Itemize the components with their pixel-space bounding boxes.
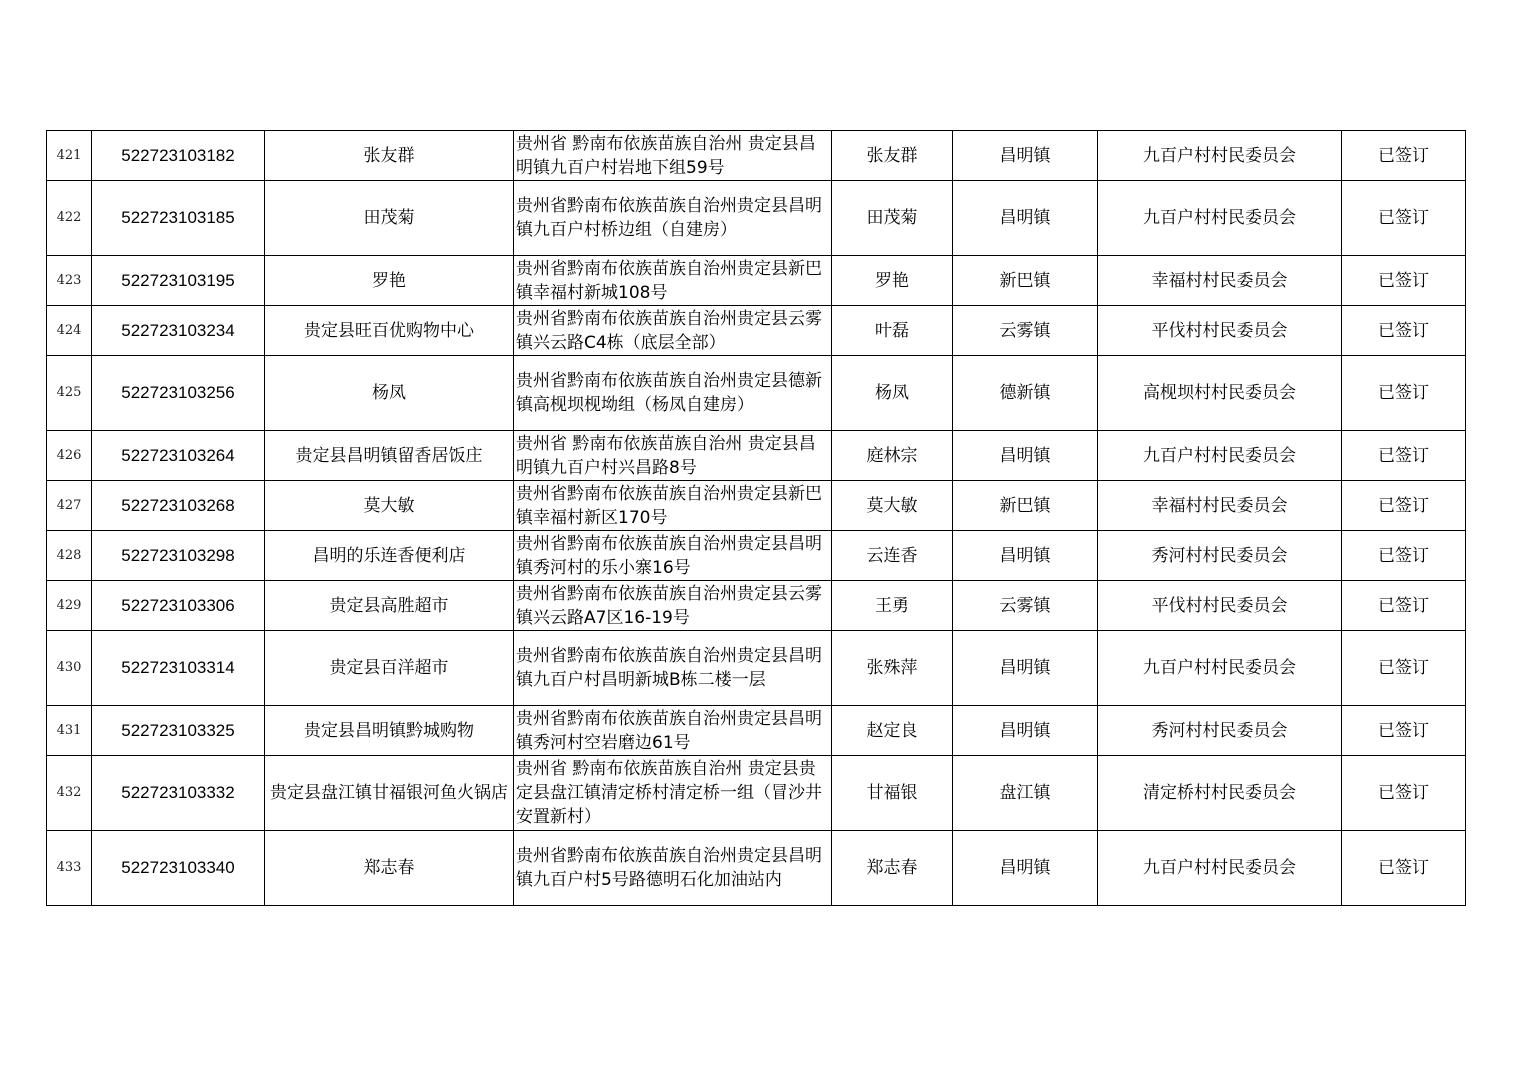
unit-address-cell: 贵州省黔南布依族苗族自治州贵定县昌明镇九百户村昌明新城B栋二楼一层 bbox=[514, 631, 832, 706]
contact-person-cell: 郑志春 bbox=[832, 831, 953, 906]
sign-status-cell: 已签订 bbox=[1342, 581, 1466, 631]
sign-status-cell: 已签订 bbox=[1342, 756, 1466, 831]
town-name-cell: 德新镇 bbox=[953, 356, 1098, 431]
row-number-cell: 433 bbox=[47, 831, 92, 906]
row-number-cell: 424 bbox=[47, 306, 92, 356]
table-row bbox=[47, 581, 1466, 631]
town-name-cell: 昌明镇 bbox=[953, 131, 1098, 181]
sign-status-cell: 已签订 bbox=[1342, 831, 1466, 906]
unit-code-cell: 522723103256 bbox=[92, 356, 265, 431]
table-row bbox=[47, 531, 1466, 581]
table-row bbox=[47, 481, 1466, 531]
unit-code-cell: 522723103306 bbox=[92, 581, 265, 631]
sign-status-cell: 已签订 bbox=[1342, 131, 1466, 181]
unit-name-cell: 贵定县高胜超市 bbox=[265, 581, 514, 631]
sign-status-cell: 已签订 bbox=[1342, 431, 1466, 481]
contact-person-cell: 张友群 bbox=[832, 131, 953, 181]
unit-address-cell: 贵州省 黔南布依族苗族自治州 贵定县昌明镇九百户村兴昌路8号 bbox=[514, 431, 832, 481]
unit-address-cell: 贵州省黔南布依族苗族自治州贵定县昌明镇秀河村空岩磨边61号 bbox=[514, 706, 832, 756]
row-number-cell: 429 bbox=[47, 581, 92, 631]
unit-code-cell: 522723103340 bbox=[92, 831, 265, 906]
sign-status-cell: 已签订 bbox=[1342, 481, 1466, 531]
unit-address-cell: 贵州省黔南布依族苗族自治州贵定县新巴镇幸福村新区170号 bbox=[514, 481, 832, 531]
contact-person-cell: 罗艳 bbox=[832, 256, 953, 306]
village-committee-cell: 九百户村村民委员会 bbox=[1098, 131, 1342, 181]
row-number-cell: 423 bbox=[47, 256, 92, 306]
unit-name-cell: 田茂菊 bbox=[265, 181, 514, 256]
unit-address-cell: 贵州省黔南布依族苗族自治州贵定县昌明镇九百户村5号路德明石化加油站内 bbox=[514, 831, 832, 906]
row-number-cell: 421 bbox=[47, 131, 92, 181]
town-name-cell: 云雾镇 bbox=[953, 306, 1098, 356]
table-row bbox=[47, 431, 1466, 481]
row-number-cell: 428 bbox=[47, 531, 92, 581]
unit-address-cell: 贵州省黔南布依族苗族自治州贵定县昌明镇九百户村桥边组（自建房） bbox=[514, 181, 832, 256]
row-number-cell: 430 bbox=[47, 631, 92, 706]
table-row bbox=[47, 306, 1466, 356]
unit-name-cell: 郑志春 bbox=[265, 831, 514, 906]
table-row bbox=[47, 756, 1466, 831]
unit-code-cell: 522723103185 bbox=[92, 181, 265, 256]
table-row bbox=[47, 356, 1466, 431]
town-name-cell: 新巴镇 bbox=[953, 481, 1098, 531]
unit-name-cell: 罗艳 bbox=[265, 256, 514, 306]
unit-address-cell: 贵州省 黔南布依族苗族自治州 贵定县贵定县盘江镇清定桥村清定桥一组（冒沙井安置新村） bbox=[514, 756, 832, 831]
unit-code-cell: 522723103182 bbox=[92, 131, 265, 181]
town-name-cell: 昌明镇 bbox=[953, 431, 1098, 481]
unit-name-cell: 莫大敏 bbox=[265, 481, 514, 531]
unit-address-cell: 贵州省黔南布依族苗族自治州贵定县新巴镇幸福村新城108号 bbox=[514, 256, 832, 306]
unit-address-cell: 贵州省黔南布依族苗族自治州贵定县德新镇高枧坝枧坳组（杨凤自建房） bbox=[514, 356, 832, 431]
town-name-cell: 云雾镇 bbox=[953, 581, 1098, 631]
sign-status-cell: 已签订 bbox=[1342, 356, 1466, 431]
register-table bbox=[46, 130, 1466, 906]
table-row bbox=[47, 256, 1466, 306]
village-committee-cell: 九百户村村民委员会 bbox=[1098, 631, 1342, 706]
sign-status-cell: 已签订 bbox=[1342, 256, 1466, 306]
town-name-cell: 昌明镇 bbox=[953, 631, 1098, 706]
unit-code-cell: 522723103314 bbox=[92, 631, 265, 706]
unit-code-cell: 522723103325 bbox=[92, 706, 265, 756]
unit-address-cell: 贵州省黔南布依族苗族自治州贵定县云雾镇兴云路A7区16-19号 bbox=[514, 581, 832, 631]
unit-code-cell: 522723103234 bbox=[92, 306, 265, 356]
town-name-cell: 盘江镇 bbox=[953, 756, 1098, 831]
village-committee-cell: 幸福村村民委员会 bbox=[1098, 256, 1342, 306]
contact-person-cell: 杨凤 bbox=[832, 356, 953, 431]
sign-status-cell: 已签订 bbox=[1342, 531, 1466, 581]
unit-name-cell: 张友群 bbox=[265, 131, 514, 181]
unit-name-cell: 杨凤 bbox=[265, 356, 514, 431]
village-committee-cell: 平伐村村民委员会 bbox=[1098, 581, 1342, 631]
unit-name-cell: 昌明的乐连香便利店 bbox=[265, 531, 514, 581]
village-committee-cell: 秀河村村民委员会 bbox=[1098, 706, 1342, 756]
table-body bbox=[47, 131, 1466, 906]
row-number-cell: 425 bbox=[47, 356, 92, 431]
unit-address-cell: 贵州省黔南布依族苗族自治州贵定县云雾镇兴云路C4栋（底层全部） bbox=[514, 306, 832, 356]
village-committee-cell: 高枧坝村村民委员会 bbox=[1098, 356, 1342, 431]
unit-code-cell: 522723103195 bbox=[92, 256, 265, 306]
row-number-cell: 427 bbox=[47, 481, 92, 531]
sign-status-cell: 已签订 bbox=[1342, 306, 1466, 356]
unit-address-cell: 贵州省 黔南布依族苗族自治州 贵定县昌明镇九百户村岩地下组59号 bbox=[514, 131, 832, 181]
sign-status-cell: 已签订 bbox=[1342, 631, 1466, 706]
unit-name-cell: 贵定县盘江镇甘福银河鱼火锅店 bbox=[265, 756, 514, 831]
unit-name-cell: 贵定县昌明镇黔城购物 bbox=[265, 706, 514, 756]
town-name-cell: 昌明镇 bbox=[953, 181, 1098, 256]
table-row bbox=[47, 631, 1466, 706]
town-name-cell: 昌明镇 bbox=[953, 706, 1098, 756]
contact-person-cell: 莫大敏 bbox=[832, 481, 953, 531]
row-number-cell: 426 bbox=[47, 431, 92, 481]
contact-person-cell: 云连香 bbox=[832, 531, 953, 581]
town-name-cell: 昌明镇 bbox=[953, 831, 1098, 906]
contact-person-cell: 庭林宗 bbox=[832, 431, 953, 481]
unit-name-cell: 贵定县百洋超市 bbox=[265, 631, 514, 706]
village-committee-cell: 平伐村村民委员会 bbox=[1098, 306, 1342, 356]
contact-person-cell: 张殊萍 bbox=[832, 631, 953, 706]
sign-status-cell: 已签订 bbox=[1342, 706, 1466, 756]
row-number-cell: 432 bbox=[47, 756, 92, 831]
village-committee-cell: 九百户村村民委员会 bbox=[1098, 431, 1342, 481]
contact-person-cell: 田茂菊 bbox=[832, 181, 953, 256]
contact-person-cell: 赵定良 bbox=[832, 706, 953, 756]
town-name-cell: 新巴镇 bbox=[953, 256, 1098, 306]
unit-name-cell: 贵定县昌明镇留香居饭庄 bbox=[265, 431, 514, 481]
contact-person-cell: 王勇 bbox=[832, 581, 953, 631]
town-name-cell: 昌明镇 bbox=[953, 531, 1098, 581]
contact-person-cell: 叶磊 bbox=[832, 306, 953, 356]
unit-name-cell: 贵定县旺百优购物中心 bbox=[265, 306, 514, 356]
table-row bbox=[47, 831, 1466, 906]
unit-code-cell: 522723103264 bbox=[92, 431, 265, 481]
village-committee-cell: 幸福村村民委员会 bbox=[1098, 481, 1342, 531]
contact-person-cell: 甘福银 bbox=[832, 756, 953, 831]
row-number-cell: 422 bbox=[47, 181, 92, 256]
village-committee-cell: 秀河村村民委员会 bbox=[1098, 531, 1342, 581]
village-committee-cell: 九百户村村民委员会 bbox=[1098, 831, 1342, 906]
table-row bbox=[47, 131, 1466, 181]
sign-status-cell: 已签订 bbox=[1342, 181, 1466, 256]
table-row bbox=[47, 181, 1466, 256]
unit-address-cell: 贵州省黔南布依族苗族自治州贵定县昌明镇秀河村的乐小寨16号 bbox=[514, 531, 832, 581]
village-committee-cell: 清定桥村村民委员会 bbox=[1098, 756, 1342, 831]
unit-code-cell: 522723103268 bbox=[92, 481, 265, 531]
unit-code-cell: 522723103332 bbox=[92, 756, 265, 831]
row-number-cell: 431 bbox=[47, 706, 92, 756]
table-row bbox=[47, 706, 1466, 756]
village-committee-cell: 九百户村村民委员会 bbox=[1098, 181, 1342, 256]
unit-code-cell: 522723103298 bbox=[92, 531, 265, 581]
